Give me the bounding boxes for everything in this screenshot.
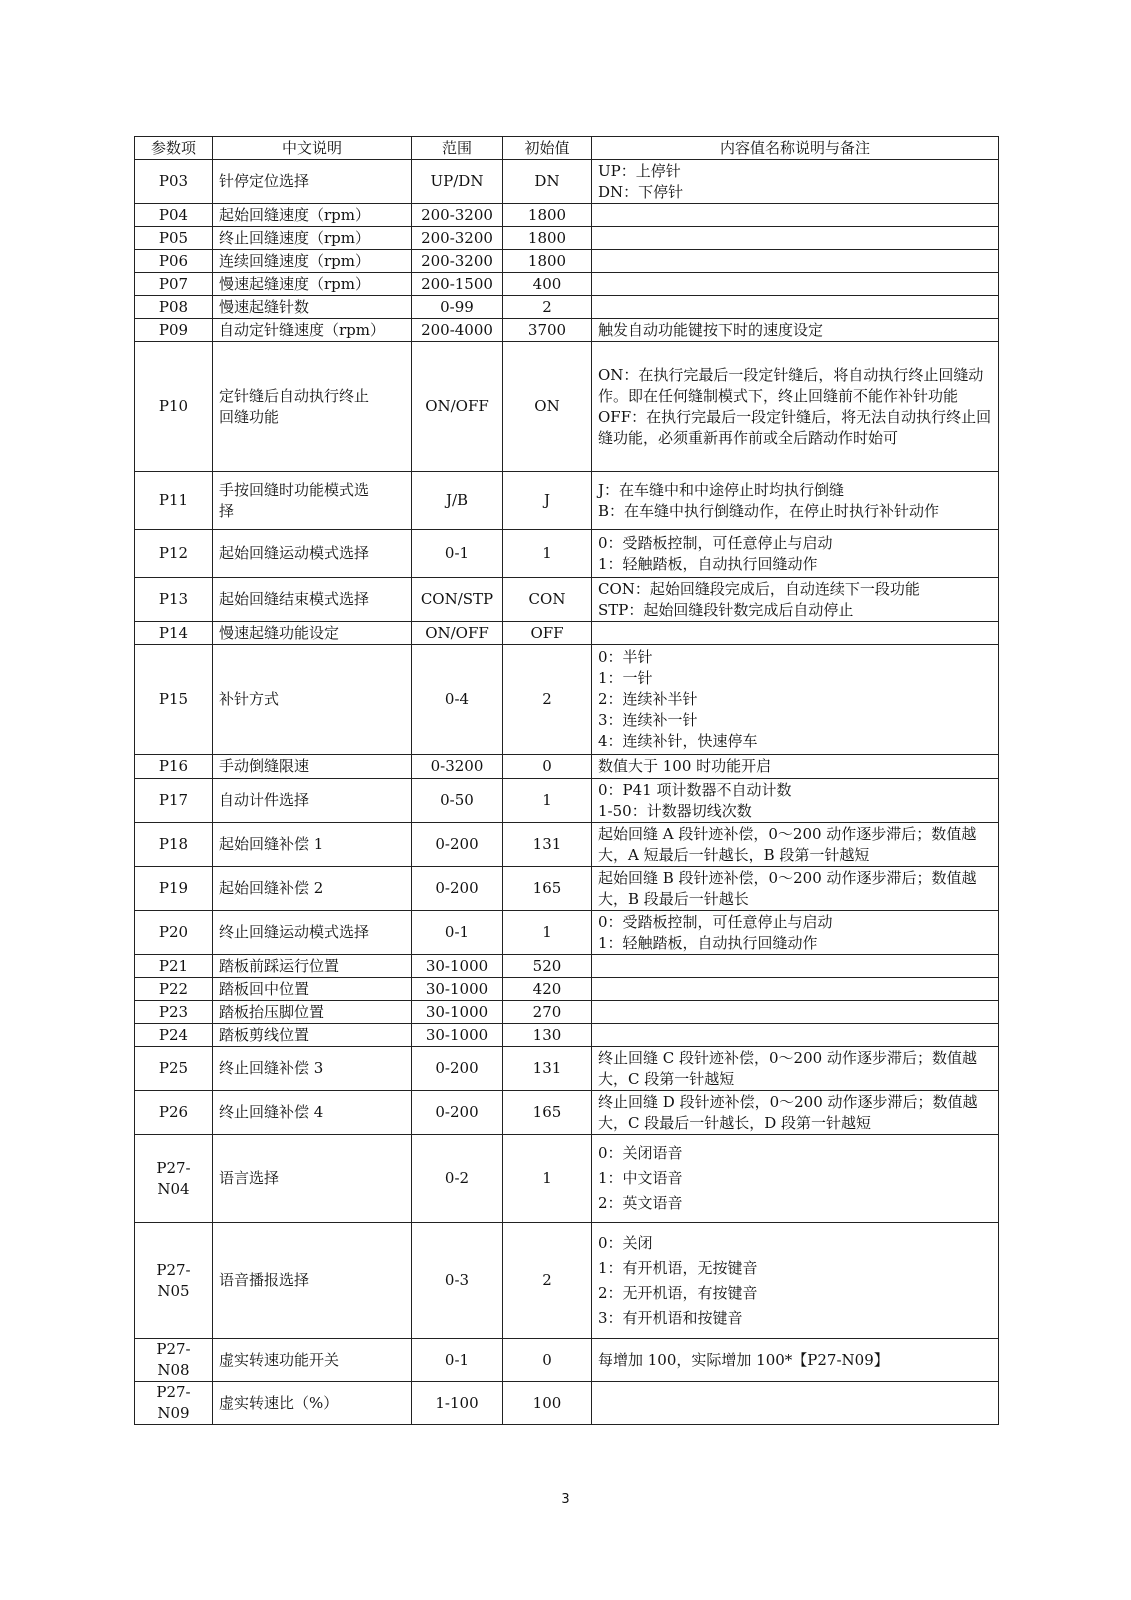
param-initial-value: DN [503, 160, 592, 204]
table-row [135, 250, 999, 273]
description-line: 连续回缝速度（rpm） [219, 251, 370, 270]
note-line: 触发自动功能键按下时的速度设定 [598, 320, 824, 339]
param-description [213, 342, 412, 472]
table-row [135, 1339, 999, 1382]
table-row [135, 645, 999, 755]
param-range: ON/OFF [412, 622, 503, 645]
param-initial-value: 0 [503, 1339, 592, 1382]
param-notes [592, 1047, 999, 1091]
note-line: 3：连续补一针 [598, 711, 698, 729]
param-range: 1-100 [412, 1382, 503, 1425]
param-description [213, 1223, 412, 1339]
table-body [135, 160, 999, 1425]
param-code: P14 [135, 622, 213, 645]
note-line: 0：受踏板控制，可任意停止与启动 [598, 533, 833, 552]
table-row [135, 779, 999, 823]
param-description [213, 1382, 412, 1425]
param-code: P16 [135, 755, 213, 779]
description-line: 慢速起缝速度（rpm） [219, 274, 370, 293]
param-range: 30-1000 [412, 1001, 503, 1024]
param-range: 30-1000 [412, 1024, 503, 1047]
param-description [213, 319, 412, 342]
note-line: 0：关闭 [598, 1233, 653, 1252]
table-row [135, 1223, 999, 1339]
param-notes [592, 955, 999, 978]
param-description [213, 955, 412, 978]
note-line: 终止回缝 D 段针迹补偿，0～200 动作逐步滞后；数值越大，C 段最后一针越长，D 段第一针越短 [598, 1092, 978, 1132]
param-description [213, 273, 412, 296]
param-initial-value: 1 [503, 911, 592, 955]
param-range: 30-1000 [412, 955, 503, 978]
param-code: P27-N08 [135, 1339, 213, 1382]
note-line: 终止回缝 C 段针迹补偿，0～200 动作逐步滞后；数值越大，C 段第一针越短 [598, 1048, 977, 1088]
param-range: 200-3200 [412, 250, 503, 273]
description-line: 终止回缝运动模式选择 [219, 923, 370, 941]
param-range: 0-2 [412, 1135, 503, 1223]
param-code: P15 [135, 645, 213, 755]
description-line: 起始回缝运动模式选择 [219, 544, 370, 562]
description-line: 回缝功能 [219, 407, 280, 426]
table-row [135, 978, 999, 1001]
table-row [135, 823, 999, 867]
param-description [213, 779, 412, 823]
table-row [135, 530, 999, 578]
note-line: 数值大于 100 时功能开启 [598, 757, 772, 775]
param-description [213, 1024, 412, 1047]
param-notes [592, 1382, 999, 1425]
param-notes [592, 779, 999, 823]
param-description [213, 204, 412, 227]
param-initial-value: 165 [503, 1091, 592, 1135]
param-notes [592, 911, 999, 955]
param-range: 0-50 [412, 779, 503, 823]
note-line: 1：中文语音 [598, 1169, 683, 1187]
param-notes [592, 1024, 999, 1047]
param-range: 0-1 [412, 1339, 503, 1382]
description-line: 虚实转速功能开关 [219, 1350, 340, 1369]
param-notes [592, 578, 999, 622]
param-description [213, 1339, 412, 1382]
description-line: 起始回缝补偿 2 [219, 879, 324, 897]
description-line: 补针方式 [219, 690, 280, 708]
description-line: 终止回缝补偿 3 [219, 1059, 324, 1077]
description-line: 择 [219, 501, 235, 520]
description-line: 起始回缝结束模式选择 [219, 590, 370, 608]
param-code: P06 [135, 250, 213, 273]
note-line: 0：半针 [598, 648, 653, 666]
note-line: UP：上停针 [598, 161, 681, 180]
table-row [135, 1024, 999, 1047]
param-notes [592, 645, 999, 755]
header-param: 参数项 [135, 137, 213, 160]
note-line: 2：连续补半针 [598, 690, 698, 708]
param-initial-value: 400 [503, 273, 592, 296]
param-code: P27-N09 [135, 1382, 213, 1425]
note-line: 1：轻触踏板，自动执行回缝动作 [598, 933, 818, 952]
note-line: STP：起始回缝段针数完成后自动停止 [598, 600, 854, 619]
description-line: 语言选择 [219, 1169, 280, 1187]
param-code: P07 [135, 273, 213, 296]
description-line: 手动倒缝限速 [219, 757, 310, 775]
note-line: 起始回缝 B 段针迹补偿，0～200 动作逐步滞后；数值越大，B 段最后一针越长 [598, 868, 977, 908]
param-code: P27-N04 [135, 1135, 213, 1223]
param-notes [592, 1339, 999, 1382]
param-initial-value: 130 [503, 1024, 592, 1047]
param-range: 0-99 [412, 296, 503, 319]
table-row [135, 319, 999, 342]
param-description [213, 1091, 412, 1135]
param-initial-value: 1800 [503, 250, 592, 273]
param-initial-value: 520 [503, 955, 592, 978]
param-initial-value: 1800 [503, 227, 592, 250]
param-description [213, 160, 412, 204]
param-code: P13 [135, 578, 213, 622]
note-line: OFF：在执行完最后一段定针缝后，将无法自动执行终止回缝功能，必须重新再作前或全后踏动作时始可 [598, 407, 992, 447]
param-initial-value: 2 [503, 296, 592, 319]
param-code: P05 [135, 227, 213, 250]
param-description [213, 250, 412, 273]
note-line: 0：受踏板控制，可任意停止与启动 [598, 912, 833, 931]
description-line: 踏板回中位置 [219, 979, 310, 998]
description-line: 终止回缝补偿 4 [219, 1103, 324, 1121]
note-line: 1：有开机语，无按键音 [598, 1258, 758, 1277]
param-code: P09 [135, 319, 213, 342]
description-line: 自动计件选择 [219, 791, 310, 809]
note-line: 0：关闭语音 [598, 1144, 683, 1162]
param-notes [592, 296, 999, 319]
param-initial-value: 1 [503, 530, 592, 578]
param-notes [592, 472, 999, 530]
param-notes [592, 1135, 999, 1223]
param-range: ON/OFF [412, 342, 503, 472]
description-line: 定针缝后自动执行终止 [219, 386, 370, 405]
param-code: P17 [135, 779, 213, 823]
param-range: CON/STP [412, 578, 503, 622]
description-line: 针停定位选择 [219, 172, 310, 190]
description-line: 语音播报选择 [219, 1271, 310, 1289]
param-code: P08 [135, 296, 213, 319]
description-line: 自动定针缝速度（rpm） [219, 320, 385, 339]
table-header-row [135, 137, 999, 160]
param-initial-value: OFF [503, 622, 592, 645]
note-line: 2：无开机语，有按键音 [598, 1283, 758, 1302]
param-initial-value: CON [503, 578, 592, 622]
param-description [213, 578, 412, 622]
param-notes [592, 1091, 999, 1135]
param-code: P04 [135, 204, 213, 227]
description-line: 慢速起缝针数 [219, 297, 310, 316]
description-line: 慢速起缝功能设定 [219, 623, 340, 642]
table-row [135, 755, 999, 779]
table-row [135, 1091, 999, 1135]
param-code: P19 [135, 867, 213, 911]
param-description [213, 1047, 412, 1091]
param-code: P23 [135, 1001, 213, 1024]
description-line: 踏板前踩运行位置 [219, 956, 340, 975]
table-row [135, 227, 999, 250]
param-code: P24 [135, 1024, 213, 1047]
header-notes: 内容值名称说明与备注 [592, 137, 999, 160]
param-range: 0-1 [412, 911, 503, 955]
param-description [213, 867, 412, 911]
param-range: 0-200 [412, 823, 503, 867]
note-line: 1-50：计数器切线次数 [598, 801, 752, 820]
parameter-table [134, 136, 999, 1425]
table-row [135, 1135, 999, 1223]
param-notes [592, 1001, 999, 1024]
param-range: 0-200 [412, 1047, 503, 1091]
description-line: 起始回缝速度（rpm） [219, 205, 370, 224]
note-line: 1：轻触踏板，自动执行回缝动作 [598, 554, 818, 573]
param-description [213, 755, 412, 779]
note-line: 每增加 100，实际增加 100*【P27-N09】 [598, 1350, 889, 1369]
table-row [135, 622, 999, 645]
param-code: P12 [135, 530, 213, 578]
param-description [213, 530, 412, 578]
description-line: 终止回缝速度（rpm） [219, 228, 370, 247]
note-line: ON：在执行完最后一段定针缝后，将自动执行终止回缝动作。即在任何缝制模式下，终止回缝前不能作补针功能 [598, 365, 984, 405]
param-notes [592, 250, 999, 273]
param-description [213, 227, 412, 250]
param-range: 200-1500 [412, 273, 503, 296]
param-range: 0-4 [412, 645, 503, 755]
param-initial-value: 2 [503, 645, 592, 755]
note-line: 3：有开机语和按键音 [598, 1308, 743, 1327]
param-code: P11 [135, 472, 213, 530]
param-range: 200-3200 [412, 227, 503, 250]
header-initial: 初始值 [503, 137, 592, 160]
note-line: B：在车缝中执行倒缝动作，在停止时执行补针动作 [598, 501, 940, 520]
param-initial-value: 131 [503, 1047, 592, 1091]
param-initial-value: 1800 [503, 204, 592, 227]
table-row [135, 273, 999, 296]
param-code: P21 [135, 955, 213, 978]
param-description [213, 911, 412, 955]
param-code: P25 [135, 1047, 213, 1091]
param-description [213, 296, 412, 319]
param-initial-value: 3700 [503, 319, 592, 342]
param-code: P26 [135, 1091, 213, 1135]
param-initial-value: J [503, 472, 592, 530]
param-code: P22 [135, 978, 213, 1001]
description-line: 起始回缝补偿 1 [219, 835, 324, 853]
param-code: P20 [135, 911, 213, 955]
param-code: P18 [135, 823, 213, 867]
param-initial-value: ON [503, 342, 592, 472]
param-description [213, 978, 412, 1001]
note-line: 起始回缝 A 段针迹补偿，0～200 动作逐步滞后；数值越大，A 短最后一针越长，B 段第一针越短 [598, 824, 977, 864]
param-range: J/B [412, 472, 503, 530]
param-description [213, 823, 412, 867]
param-notes [592, 273, 999, 296]
param-code: P27-N05 [135, 1223, 213, 1339]
param-initial-value: 131 [503, 823, 592, 867]
table-row [135, 160, 999, 204]
param-notes [592, 978, 999, 1001]
table-row [135, 867, 999, 911]
param-notes [592, 204, 999, 227]
param-range: 0-1 [412, 530, 503, 578]
note-line: CON：起始回缝段完成后，自动连续下一段功能 [598, 579, 920, 598]
param-notes [592, 1223, 999, 1339]
description-line: 手按回缝时功能模式选 [219, 480, 370, 499]
note-line: 2：英文语音 [598, 1194, 683, 1212]
param-initial-value: 1 [503, 1135, 592, 1223]
table-row [135, 1382, 999, 1425]
param-notes [592, 227, 999, 250]
note-line: 4：连续补针，快速停车 [598, 732, 758, 750]
param-initial-value: 2 [503, 1223, 592, 1339]
param-notes [592, 530, 999, 578]
param-range: 200-4000 [412, 319, 503, 342]
param-description [213, 645, 412, 755]
note-line: DN：下停针 [598, 182, 684, 201]
param-description [213, 472, 412, 530]
param-range: UP/DN [412, 160, 503, 204]
table-row [135, 911, 999, 955]
table-row [135, 472, 999, 530]
param-description [213, 1135, 412, 1223]
param-initial-value: 1 [503, 779, 592, 823]
header-description: 中文说明 [213, 137, 412, 160]
param-initial-value: 0 [503, 755, 592, 779]
table-row [135, 1001, 999, 1024]
description-line: 踏板抬压脚位置 [219, 1002, 325, 1021]
param-range: 0-200 [412, 867, 503, 911]
page-number: 3 [561, 1492, 570, 1507]
param-initial-value: 165 [503, 867, 592, 911]
param-range: 200-3200 [412, 204, 503, 227]
param-initial-value: 270 [503, 1001, 592, 1024]
table-row [135, 1047, 999, 1091]
table-row [135, 204, 999, 227]
param-description [213, 622, 412, 645]
param-range: 0-200 [412, 1091, 503, 1135]
param-range: 0-3200 [412, 755, 503, 779]
table-row [135, 578, 999, 622]
param-notes [592, 867, 999, 911]
param-description [213, 1001, 412, 1024]
note-line: J：在车缝中和中途停止时均执行倒缝 [598, 480, 845, 499]
note-line: 0：P41 项计数器不自动计数 [598, 780, 792, 799]
table-row [135, 955, 999, 978]
param-initial-value: 100 [503, 1382, 592, 1425]
param-notes [592, 342, 999, 472]
param-notes [592, 160, 999, 204]
param-range: 30-1000 [412, 978, 503, 1001]
param-code: P10 [135, 342, 213, 472]
param-notes [592, 622, 999, 645]
table-row [135, 342, 999, 472]
param-range: 0-3 [412, 1223, 503, 1339]
description-line: 虚实转速比（%） [219, 1393, 339, 1412]
param-notes [592, 755, 999, 779]
note-line: 1：一针 [598, 669, 653, 687]
header-range: 范围 [412, 137, 503, 160]
param-notes [592, 823, 999, 867]
table-row [135, 296, 999, 319]
param-initial-value: 420 [503, 978, 592, 1001]
description-line: 踏板剪线位置 [219, 1025, 310, 1044]
param-notes [592, 319, 999, 342]
param-code: P03 [135, 160, 213, 204]
